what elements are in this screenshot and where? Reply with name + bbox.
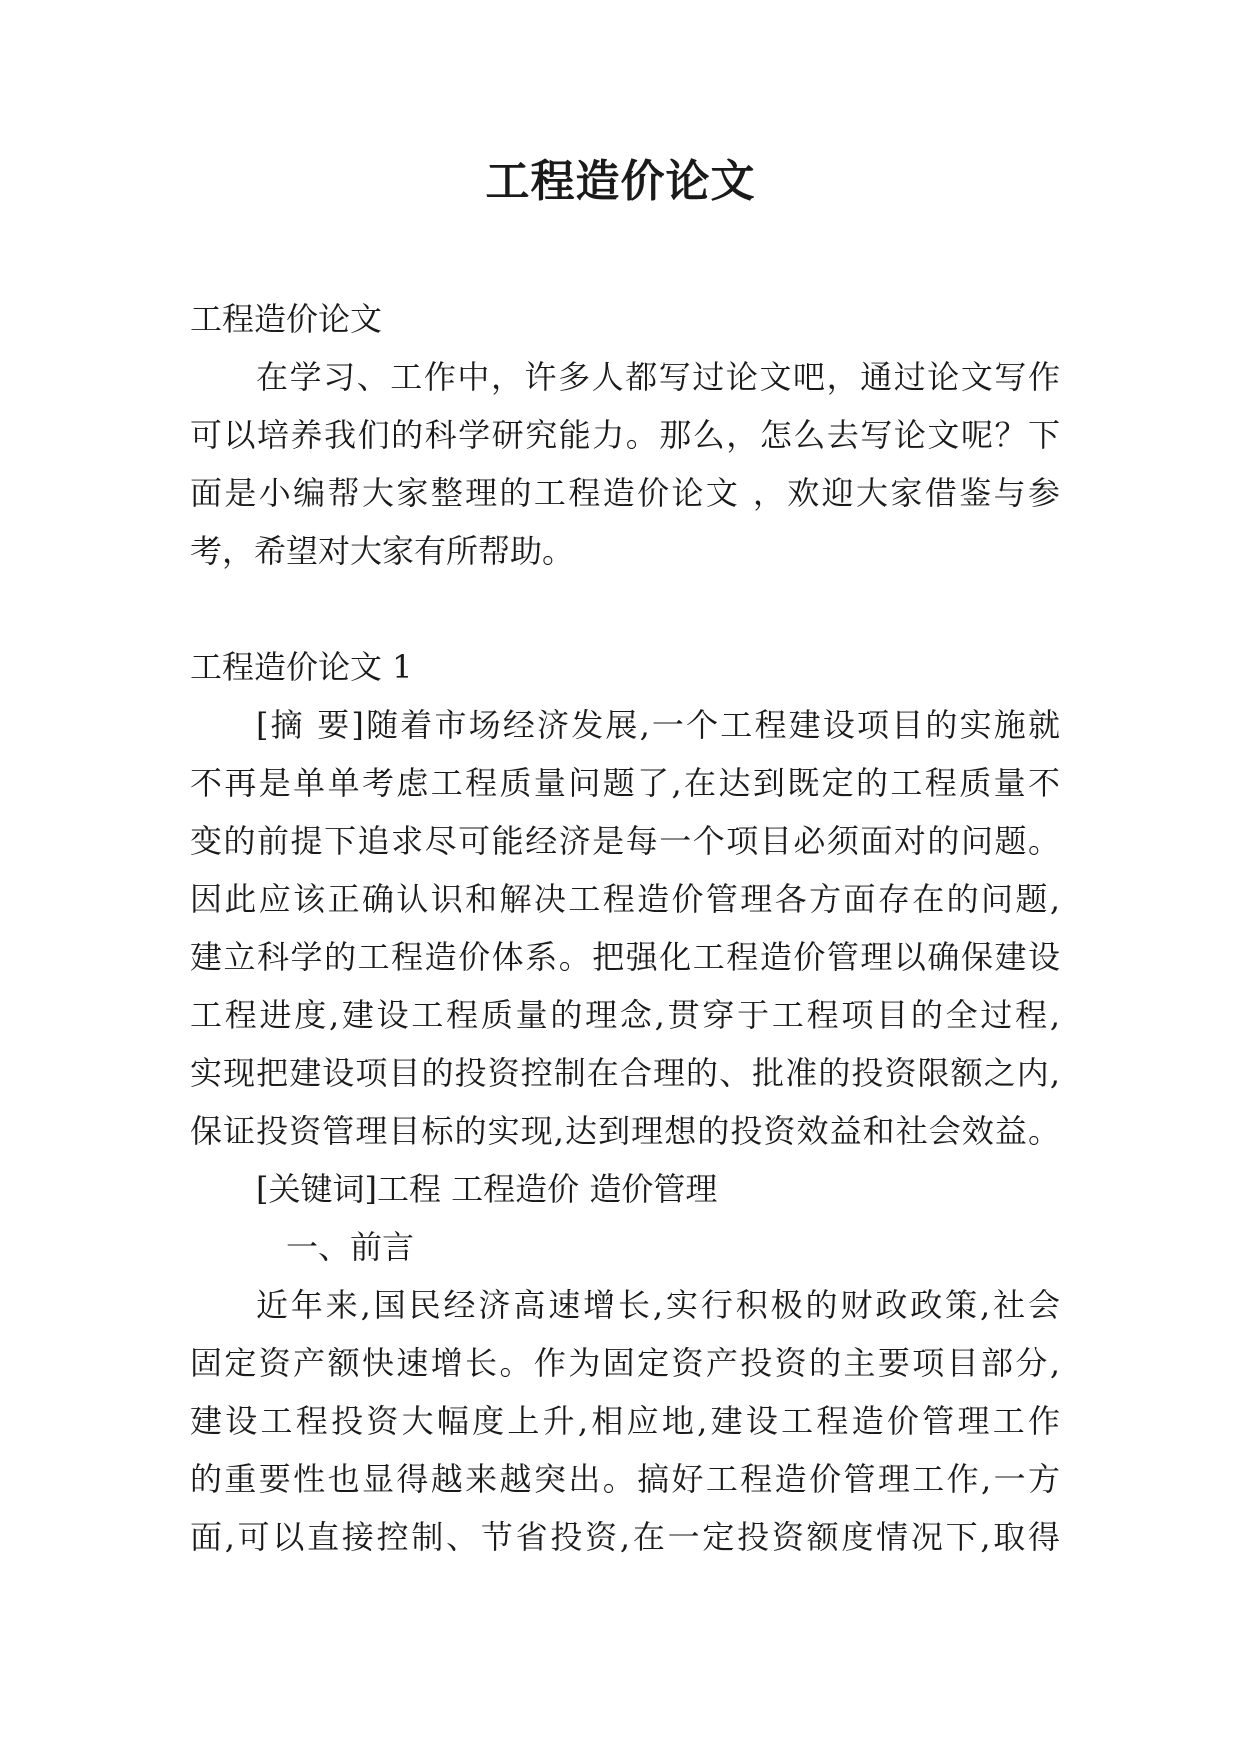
abstract-line: 建立科学的工程造价体系。把强化工程造价管理以确保建设: [190, 938, 1060, 976]
preface-line: 固定资产额快速增长。作为固定资产投资的主要项目部分,: [190, 1344, 1060, 1382]
preface-line: 的重要性也显得越来越突出。搞好工程造价管理工作,一方: [190, 1460, 1060, 1498]
abstract-line: 因此应该正确认识和解决工程造价管理各方面存在的问题,: [190, 880, 1060, 918]
preface-line: 近年来,国民经济高速增长,实行积极的财政政策,社会: [256, 1286, 1060, 1324]
abstract-line: 实现把建设项目的投资控制在合理的、批准的投资限额之内,: [190, 1054, 1060, 1092]
abstract-line: [摘 要]随着市场经济发展,一个工程建设项目的实施就: [256, 706, 1060, 744]
abstract-line: 不再是单单考虑工程质量问题了,在达到既定的工程质量不: [190, 764, 1060, 802]
preface-heading: 一、前言: [286, 1228, 415, 1266]
abstract-line: 变的前提下追求尽可能经济是每一个项目必须面对的问题。: [190, 822, 1060, 860]
preface-line: 建设工程投资大幅度上升,相应地,建设工程造价管理工作: [190, 1402, 1060, 1440]
intro-paragraph-line: 在学习、工作中，许多人都写过论文吧，通过论文写作: [256, 358, 1060, 396]
page-title: 工程造价论文: [485, 156, 756, 207]
intro-paragraph-line: 考，希望对大家有所帮助。: [190, 532, 575, 570]
intro-paragraph-line: 可以培养我们的科学研究能力。那么，怎么去写论文呢？下: [190, 416, 1060, 454]
keywords-line: [关键词]工程 工程造价 造价管理: [256, 1170, 718, 1208]
document-body: [190, 290, 1060, 1566]
spacer: [190, 580, 1060, 638]
preface-line: 面,可以直接控制、节省投资,在一定投资额度情况下,取得: [190, 1518, 1060, 1556]
abstract-line: 工程进度,建设工程质量的理念,贯穿于工程项目的全过程,: [190, 996, 1060, 1034]
abstract-line: 保证投资管理目标的实现,达到理想的投资效益和社会效益。: [190, 1112, 1060, 1150]
section-heading: 工程造价论文 1: [190, 648, 413, 686]
intro-paragraph-line: 面是小编帮大家整理的工程造价论文 ，欢迎大家借鉴与参: [190, 474, 1060, 512]
intro-heading: 工程造价论文: [190, 300, 383, 338]
